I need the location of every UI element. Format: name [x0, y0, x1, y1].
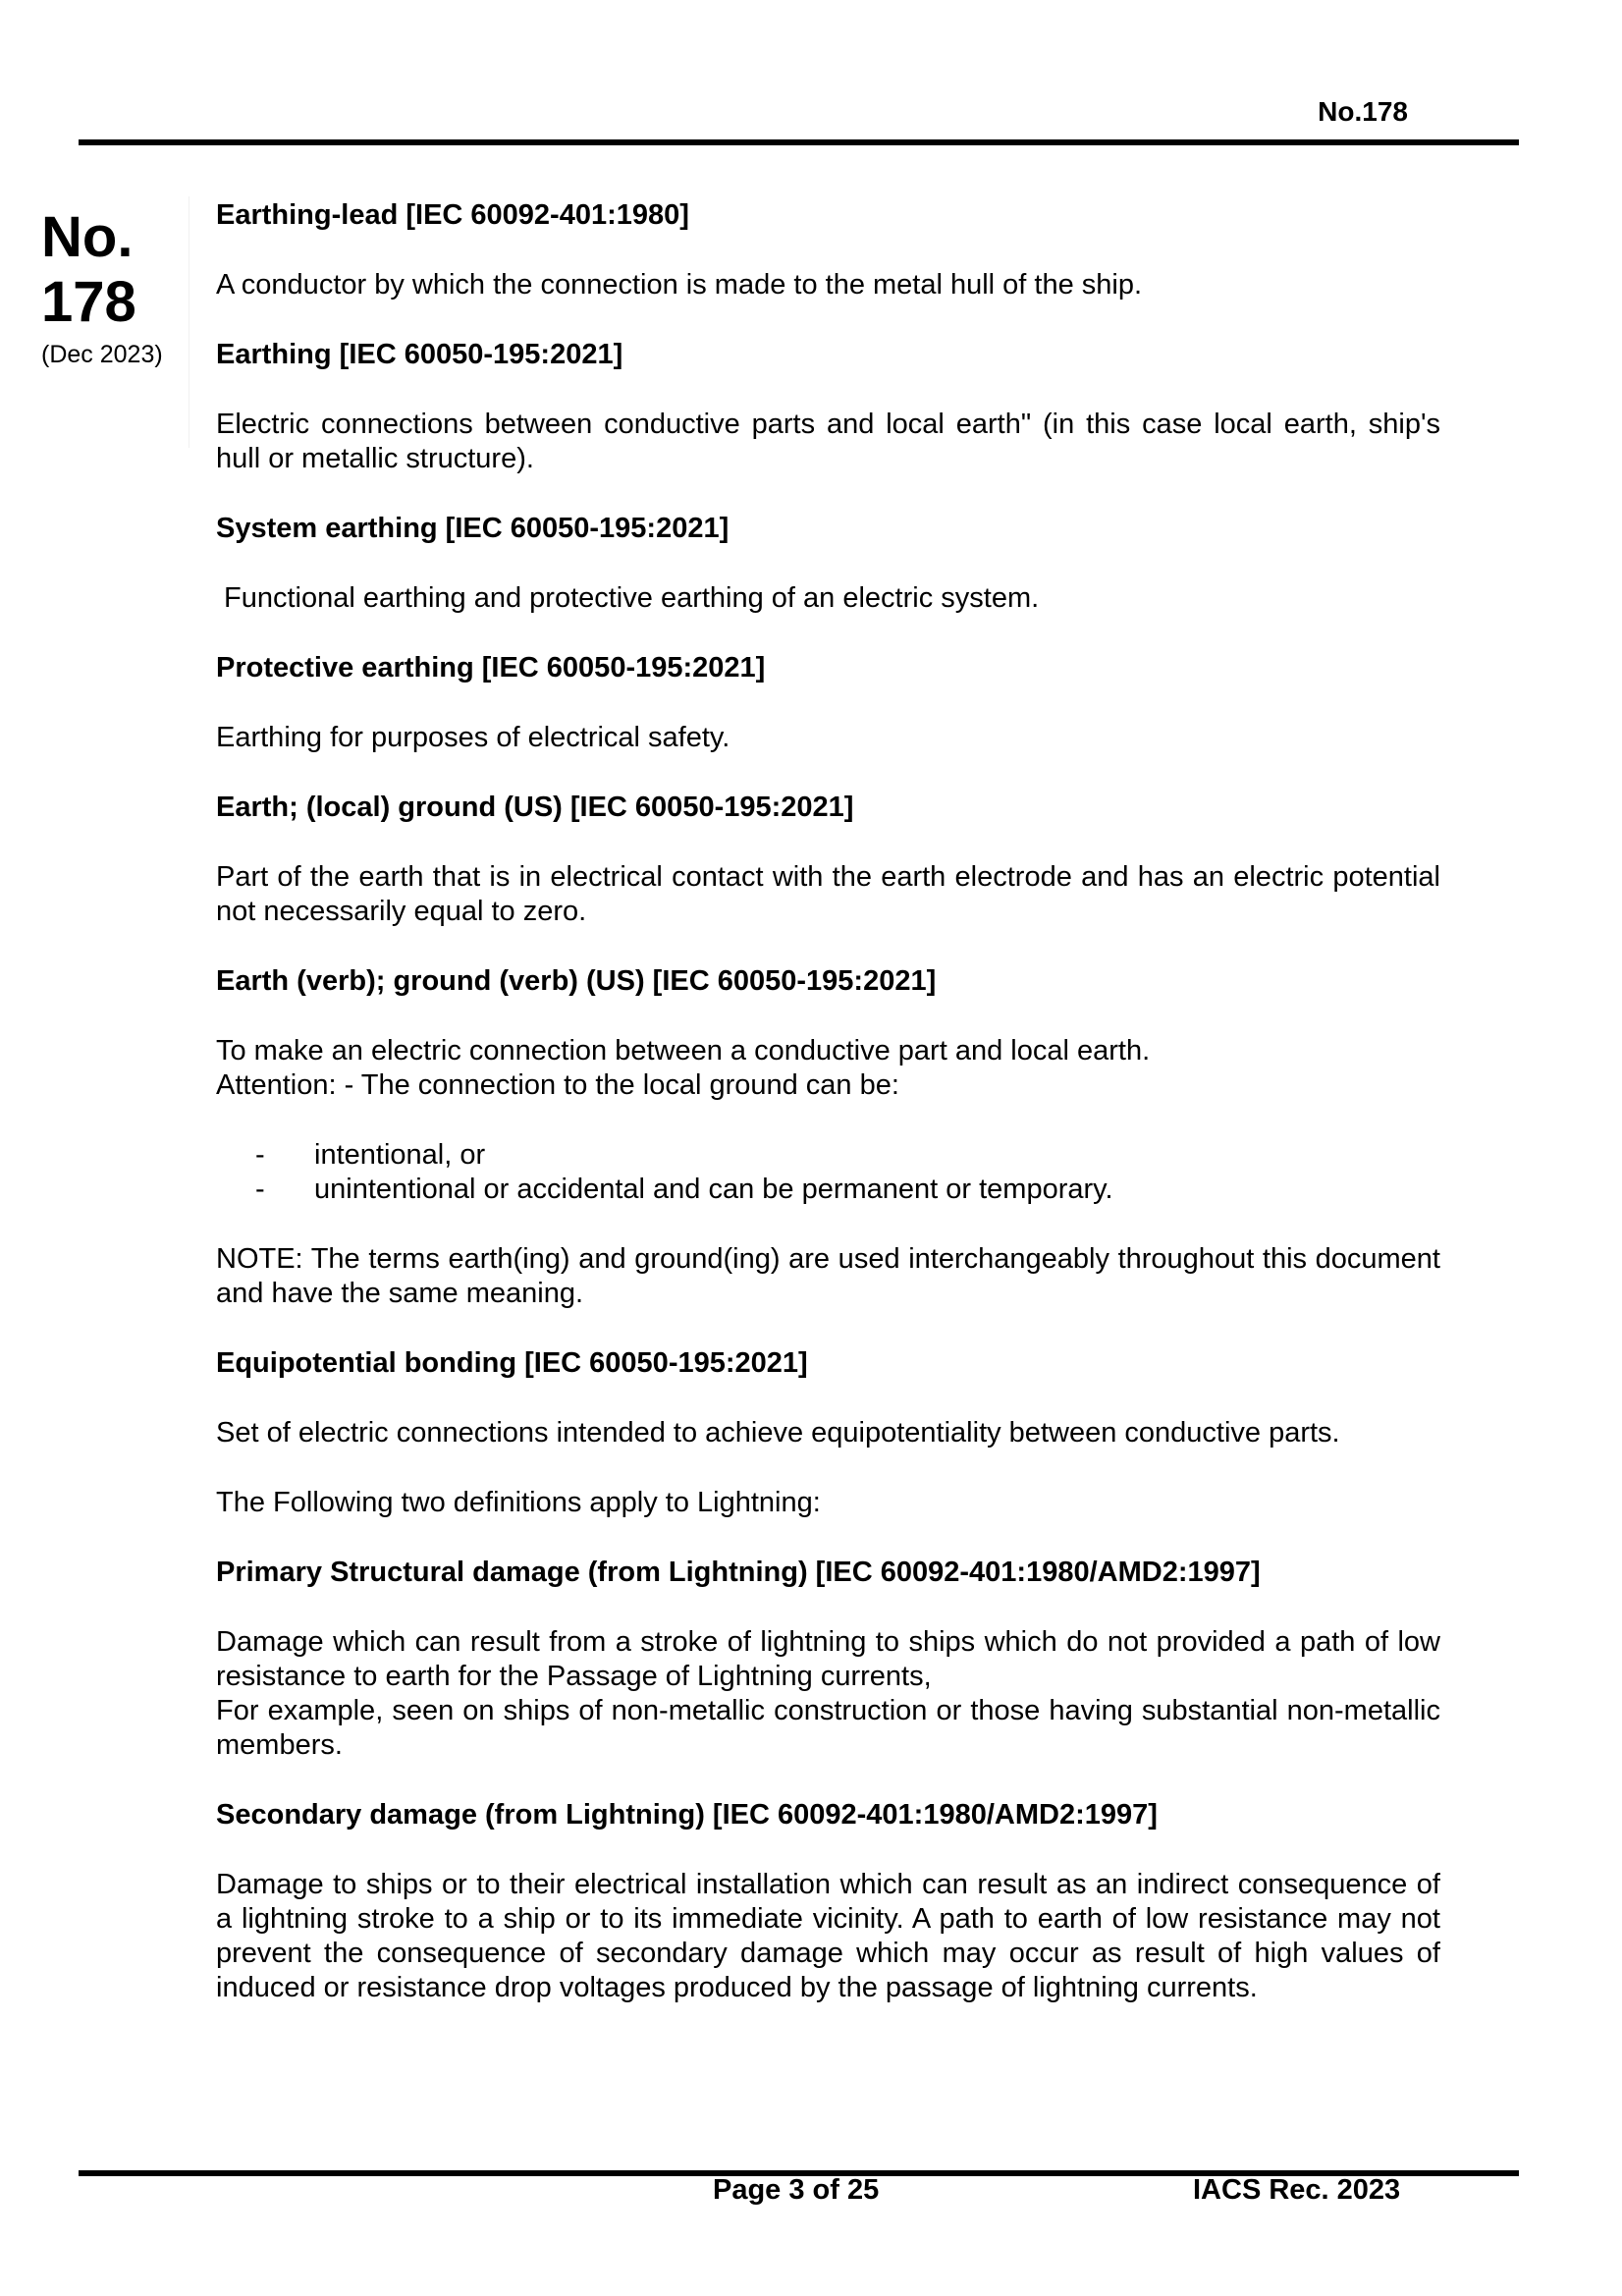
- definition-text: Electric connections between conductive parts and local earth" (in this case local earth, ship's hull or metallic structure).: [216, 409, 1440, 474]
- term-heading: Equipotential bonding [IEC 60050-195:2021]: [216, 1347, 808, 1379]
- definition-text: Set of electric connections intended to achieve equipotentiality between conductive parts.: [216, 1417, 1340, 1449]
- document-body: [216, 198, 1440, 2041]
- margin-label-date: (Dec 2023): [41, 341, 163, 368]
- footer-page-number: Page 3 of 25: [713, 2174, 880, 2206]
- connection-list: [216, 1138, 1440, 1207]
- list-dash: -: [255, 1139, 265, 1171]
- definition-text: Earthing for purposes of electrical safety.: [216, 722, 730, 753]
- term-heading: System earthing [IEC 60050-195:2021]: [216, 513, 730, 544]
- term-heading: Earth; (local) ground (US) [IEC 60050-195:2021]: [216, 792, 854, 823]
- list-dash: -: [255, 1174, 265, 1205]
- definition-text: Damage which can result from a stroke of lightning to ships which do not provided a path of low resistance to earth for the Passage of Lightning currents,: [216, 1626, 1440, 1692]
- term-heading: Earth (verb); ground (verb) (US) [IEC 60050-195:2021]: [216, 965, 937, 997]
- list-item-text: intentional, or: [314, 1139, 486, 1171]
- term-heading: Primary Structural damage (from Lightning) [IEC 60092-401:1980/AMD2:1997]: [216, 1557, 1261, 1588]
- list-item: [216, 1138, 1440, 1173]
- definition-text: A conductor by which the connection is made to the metal hull of the ship.: [216, 269, 1143, 301]
- term-heading: Earthing [IEC 60050-195:2021]: [216, 339, 623, 370]
- list-item-text: unintentional or accidental and can be permanent or temporary.: [314, 1174, 1113, 1205]
- list-item: [216, 1173, 1440, 1207]
- header-rule: [79, 139, 1519, 145]
- margin-label-no: No.: [41, 205, 134, 269]
- term-heading: Secondary damage (from Lightning) [IEC 60092-401:1980/AMD2:1997]: [216, 1799, 1158, 1831]
- attention-text: Attention: - The connection to the local ground can be:: [216, 1069, 899, 1101]
- note-text: NOTE: The terms earth(ing) and ground(ing) are used interchangeably throughout this document and have the same meaning.: [216, 1243, 1440, 1309]
- definition-text: For example, seen on ships of non-metallic construction or those having substantial non-metallic members.: [216, 1695, 1440, 1761]
- margin-label-number: 178: [41, 270, 136, 334]
- definition-text: Functional earthing and protective earthing of an electric system.: [224, 582, 1040, 614]
- definition-text: To make an electric connection between a conductive part and local earth.: [216, 1035, 1151, 1066]
- term-heading: Earthing-lead [IEC 60092-401:1980]: [216, 199, 689, 231]
- term-heading: Protective earthing [IEC 60050-195:2021]: [216, 652, 766, 683]
- footer-recommendation: IACS Rec. 2023: [1193, 2174, 1401, 2206]
- header-document-number: No.178: [1318, 96, 1408, 127]
- definition-text: Part of the earth that is in electrical contact with the earth electrode and has an electric potential not necessarily equal to zero.: [216, 861, 1440, 927]
- lightning-intro: The Following two definitions apply to Lightning:: [216, 1487, 821, 1518]
- definition-text: Damage to ships or to their electrical installation which can result as an indirect consequence of a lightning stroke to a ship or to its immediate vicinity. A path to earth of low resistance may not prevent the consequence of secondary damage which may occur as result of high values of induced or resistance drop voltages produced by the passage of lightning currents.: [216, 1869, 1440, 2003]
